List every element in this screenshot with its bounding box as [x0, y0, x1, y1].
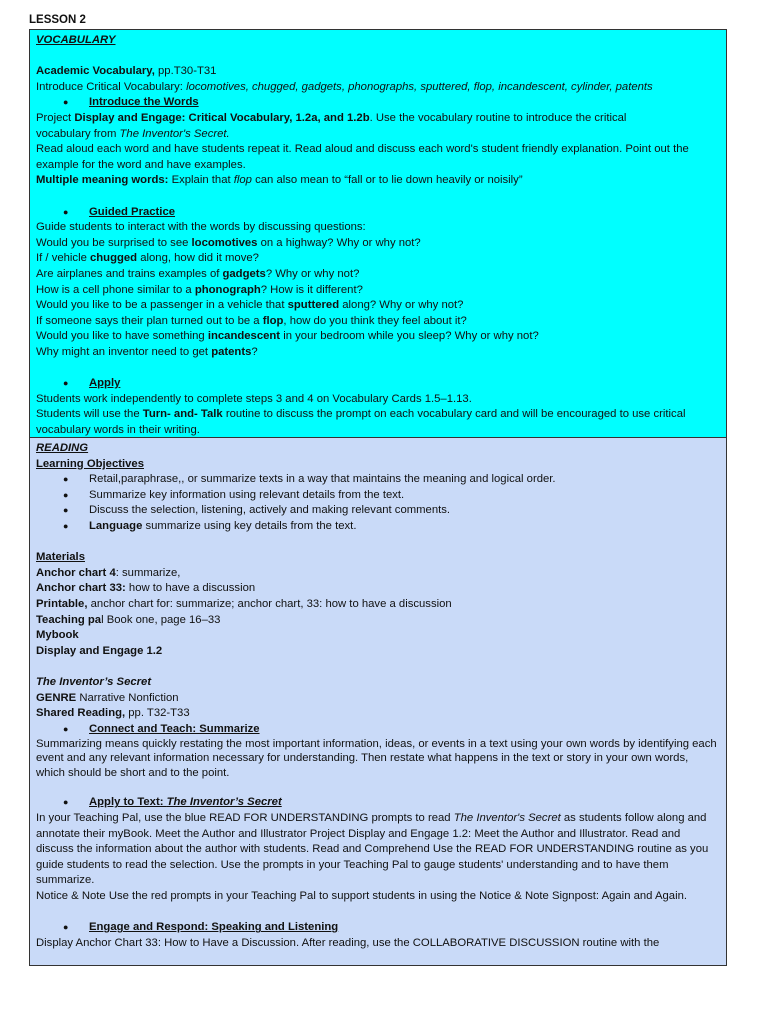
vocabulary-section: [29, 29, 727, 438]
shared-reading-line: Shared Reading, pp. T32-T33: [36, 707, 190, 720]
question-line: Would you like to have something incandescent in your bedroom while you sleep? Why or why not?: [36, 330, 539, 343]
critical-vocabulary-line: Introduce Critical Vocabulary: locomotives, chugged, gadgets, phonographs, sputtered, flop, incandescent, cylinder, patents: [36, 80, 653, 93]
objective-item: ● Discuss the selection, listening, actively and making relevant comments.: [36, 503, 720, 519]
question-line: Why might an inventor need to get patents?: [36, 345, 258, 358]
reading-section: [29, 438, 727, 966]
question-line: How is a cell phone similar to a phonograph? How is it different?: [36, 283, 363, 296]
question-line: Are airplanes and trains examples of gadgets? Why or why not?: [36, 267, 360, 280]
engage-text: Display Anchor Chart 33: How to Have a Discussion. After reading, use the COLLABORATIVE DISCUSSION routine with the: [36, 936, 660, 949]
multiple-meaning-line: Multiple meaning words: Explain that flop can also mean to “fall or to lie down heavily or noisily”: [36, 174, 523, 187]
question-line: If someone says their plan turned out to be a flop, how do you think they feel about it?: [36, 314, 467, 327]
question-line: Would you like to be a passenger in a vehicle that sputtered along? Why or why not?: [36, 299, 464, 312]
objective-item: ● Language summarize using key details from the text.: [36, 519, 720, 535]
material-item: Mybook: [36, 629, 79, 642]
apply-line-2: Students will use the Turn- and- Talk routine to discuss the prompt on each vocabulary card and will be encouraged to use critical vocabulary words in their writing.: [36, 408, 686, 436]
reading-title: READING: [36, 442, 89, 454]
apply-to-text-paragraph: In your Teaching Pal, use the blue READ FOR UNDERSTANDING prompts to read The Inventor's Secret as students follow along and annotate their myBook. Meet the Author and Illustrator Project Display and Engage 1.2: Meet the Author and Illustrator. Read and discuss the information about the author with students. Read and Comprehend Use the READ FOR UNDERSTANDING routine as you guide students to read the selection. Use the prompts in your Teaching Pal to gauge students' understanding and to have them summarize.: [36, 812, 709, 887]
material-item: Display and Engage 1.2: [36, 644, 163, 657]
notice-note-paragraph: Notice & Note Use the red prompts in your Teaching Pal to support students in using the Notice & Note Signpost: Again and Again.: [36, 890, 688, 903]
academic-vocabulary-line: Academic Vocabulary, pp.T30-T31: [36, 65, 217, 78]
learning-objectives-heading: Learning Objectives: [36, 457, 144, 470]
engage-respond-heading: ● Engage and Respond: Speaking and Listening: [36, 920, 720, 936]
material-item: Printable, anchor chart for: summarize; anchor chart, 33: how to have a discussion: [36, 597, 452, 610]
objective-item: ● Retail,paraphrase,, or summarize texts in a way that maintains the meaning and logical order.: [36, 472, 720, 488]
question-line: If / vehicle chugged along, how did it move?: [36, 252, 259, 265]
apply-heading: ● Apply: [36, 376, 720, 392]
introduce-words-heading: ● Introduce the Words: [36, 95, 720, 111]
read-aloud-paragraph: Read aloud each word and have students repeat it. Read aloud and discuss each word's student friendly explanation. Point out the example for the word and have examples.: [36, 143, 689, 171]
project-paragraph: Project Display and Engage: Critical Vocabulary, 1.2a, and 1.2b. Use the vocabulary routine to introduce the critical vocabulary from The Inventor's Secret.: [36, 111, 627, 140]
guide-intro: Guide students to interact with the words by discussing questions:: [36, 221, 366, 234]
story-title: The Inventor’s Secret: [36, 675, 152, 688]
genre-line: GENRE Narrative Nonfiction: [36, 691, 179, 704]
guided-practice-heading: ● Guided Practice: [36, 205, 720, 221]
materials-heading: Materials: [36, 551, 85, 564]
objective-item: ● Summarize key information using relevant details from the text.: [36, 488, 720, 504]
question-line: Would you be surprised to see locomotives on a highway? Why or why not?: [36, 236, 421, 249]
apply-to-text-heading: ● Apply to Text: The Inventor’s Secret: [36, 795, 720, 811]
material-item: Anchor chart 33: how to have a discussion: [36, 582, 256, 595]
vocabulary-title: VOCABULARY: [36, 34, 116, 46]
connect-teach-heading: ● Connect and Teach: Summarize: [36, 722, 720, 738]
material-item: Teaching pal Book one, page 16–33: [36, 613, 221, 626]
material-item: Anchor chart 4: summarize,: [36, 566, 181, 579]
summarizing-paragraph: Summarizing means quickly restating the most important information, ideas, or events in a text using your own words by identifying each event and any relevant information necessary for understanding. Then restate what happens in the text or story in your own words, which should be short and to the point.: [36, 738, 717, 779]
lesson-label: LESSON 2: [29, 14, 86, 26]
apply-line-1: Students work independently to complete steps 3 and 4 on Vocabulary Cards 1.5–1.13.: [36, 392, 472, 405]
